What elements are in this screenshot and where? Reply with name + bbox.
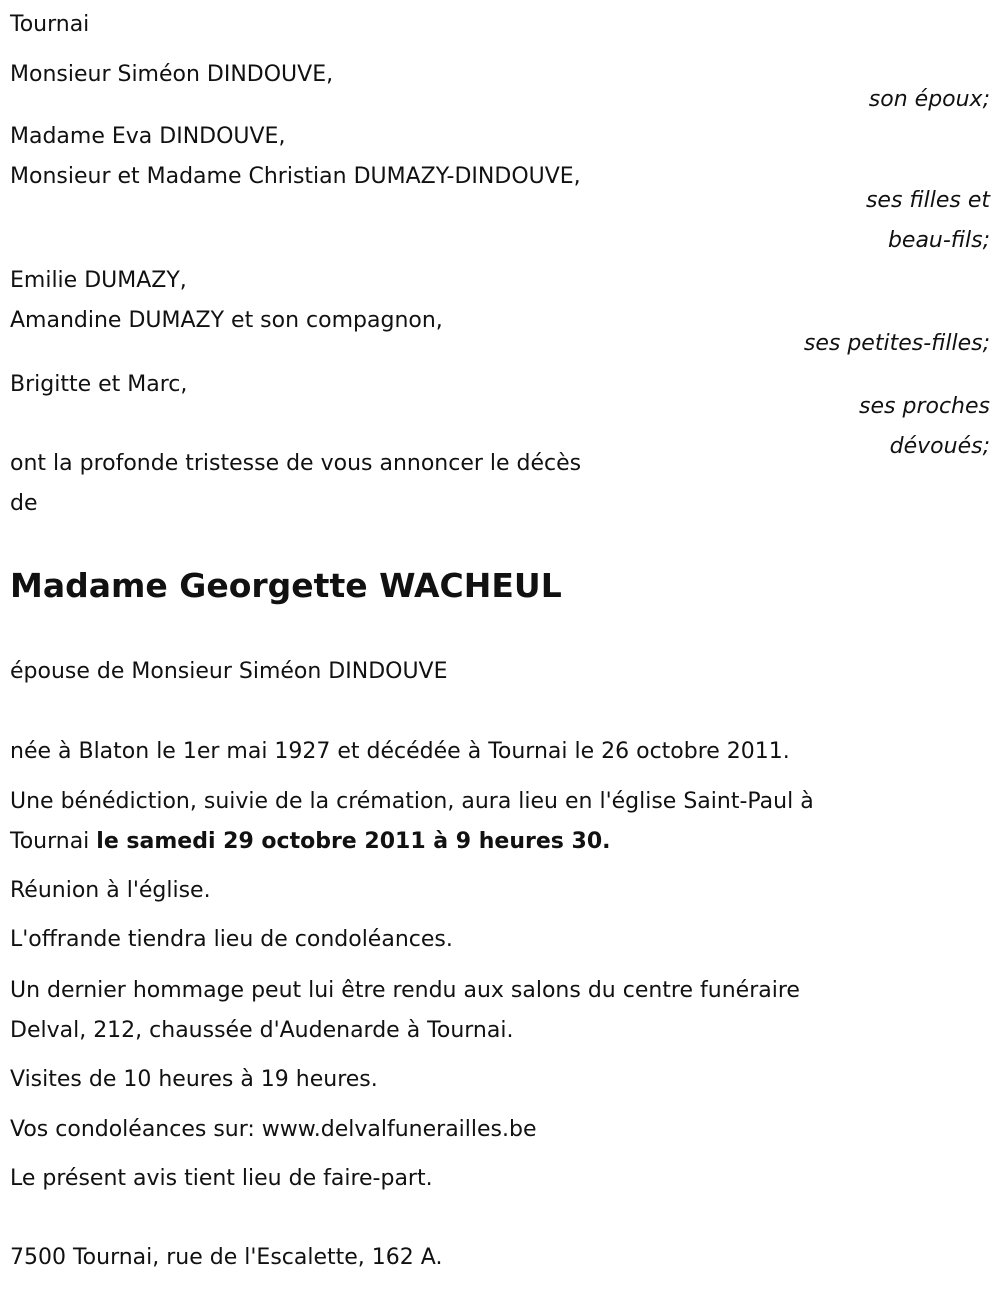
family-name: Madame Eva DINDOUVE,: [10, 124, 286, 149]
family-relation: ses petites-filles;: [803, 331, 990, 356]
visits: Visites de 10 heures à 19 heures.: [10, 1067, 378, 1092]
offering: L'offrande tiendra lieu de condoléances.: [10, 927, 453, 952]
city: Tournai: [10, 12, 90, 37]
address: 7500 Tournai, rue de l'Escalette, 162 A.: [10, 1245, 443, 1270]
birth-death: née à Blaton le 1er mai 1927 et décédée à Tournai le 26 octobre 2011.: [10, 739, 790, 764]
family-name: Brigitte et Marc,: [10, 372, 188, 397]
tribute: Delval, 212, chaussée d'Audenarde à Tournai.: [10, 1018, 514, 1043]
family-relation: son époux;: [868, 87, 990, 112]
notice: Le présent avis tient lieu de faire-part.: [10, 1166, 433, 1191]
tribute: Un dernier hommage peut lui être rendu aux salons du centre funéraire: [10, 978, 800, 1003]
condolences: Vos condoléances sur: www.delvalfunerailles.be: [10, 1117, 537, 1142]
family-relation: ses proches: [859, 394, 990, 419]
announcement: de: [10, 491, 38, 516]
ceremony-place: Tournai: [10, 829, 97, 854]
family-name: Monsieur Siméon DINDOUVE,: [10, 62, 334, 87]
deceased-name: Madame Georgette WACHEUL: [10, 566, 562, 605]
family-name: Amandine DUMAZY et son compagnon,: [10, 308, 443, 333]
family-name: Emilie DUMAZY,: [10, 268, 187, 293]
family-name: Monsieur et Madame Christian DUMAZY-DINDOUVE,: [10, 164, 581, 189]
ceremony-line: Une bénédiction, suivie de la crémation, aura lieu en l'église Saint-Paul à: [10, 789, 814, 814]
family-relation: ses filles et: [865, 188, 990, 213]
spouse-line: épouse de Monsieur Siméon DINDOUVE: [10, 659, 448, 684]
family-relation: dévoués;: [889, 434, 990, 459]
announcement: ont la profonde tristesse de vous annoncer le décès: [10, 451, 582, 476]
ceremony-line: [10, 828, 611, 856]
ceremony-date: le samedi 29 octobre 2011 à 9 heures 30.: [96, 829, 611, 854]
family-relation: beau-fils;: [887, 228, 990, 253]
meeting: Réunion à l'église.: [10, 878, 211, 903]
